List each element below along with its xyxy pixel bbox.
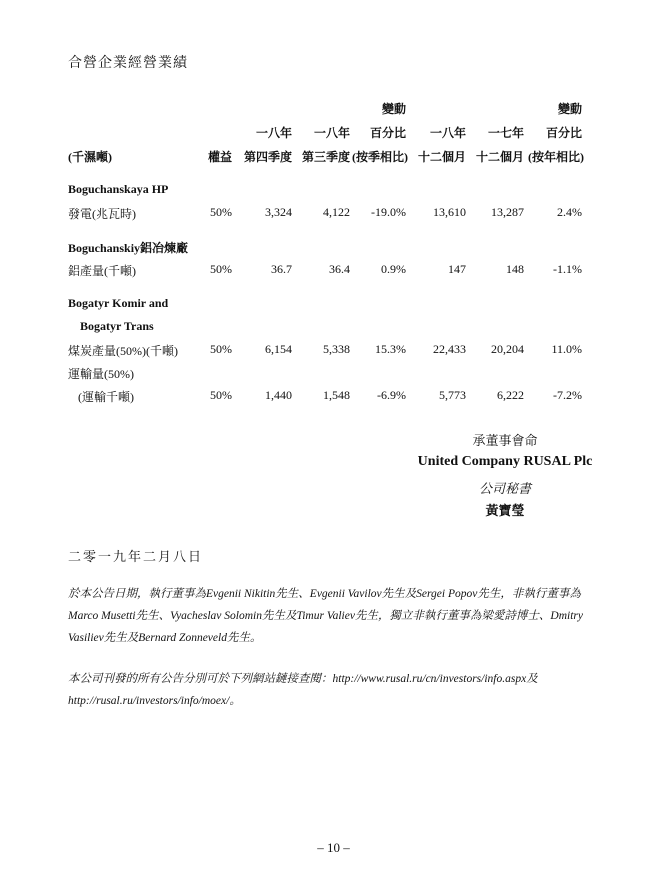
section-title: 合營企業經營業績 (68, 56, 188, 71)
cell-q3: 36.4 (329, 262, 350, 276)
header-y2017-1: 一七年 (487, 126, 524, 140)
group-name-bogatyr-1: Bogatyr Komir and (68, 296, 169, 310)
cell-q3: 1,548 (323, 388, 350, 402)
cell-y2017: 13,287 (491, 205, 524, 219)
header-y2018-2: 十二個月 (417, 150, 466, 164)
website-paragraph: 本公司刊發的所有公告分別可於下列網站鏈接查閱：http://www.rusal.ru/cn/investors/info.aspx及http://rusal.ru/investors/info/moex/。 (68, 673, 538, 707)
signature-company: United Company RUSAL Plc (417, 454, 593, 469)
cell-yoy: 11.0% (551, 342, 582, 356)
cell-y2018: 22,433 (433, 342, 466, 356)
row-label: 鋁產量(千噸) (68, 264, 136, 278)
header-change-yoy-2: 百分比 (545, 126, 582, 140)
header-q3-1: 一八年 (313, 126, 350, 140)
cell-q4: 3,324 (265, 205, 292, 219)
cell-equity: 50% (210, 262, 232, 276)
cell-q3: 5,338 (323, 342, 350, 356)
header-q4-2: 第四季度 (243, 150, 292, 164)
cell-y2017: 6,222 (497, 388, 524, 402)
header-change-qoq-1: 變動 (381, 102, 406, 116)
cell-qoq: 0.9% (381, 262, 406, 276)
row-label: 煤炭產量(50%)(千噸) (68, 344, 178, 358)
group-name-bogatyr-2: Bogatyr Trans (80, 319, 154, 333)
header-equity: 權益 (207, 150, 232, 164)
cell-y2017: 20,204 (491, 342, 524, 356)
header-change-yoy-3: (按年相比) (528, 150, 584, 164)
cell-yoy: -1.1% (553, 262, 582, 276)
cell-qoq: 15.3% (375, 342, 406, 356)
cell-y2017: 148 (506, 262, 524, 276)
group-name-boguchanskiy: Boguchanskiy鋁冶煉廠 (68, 241, 189, 255)
header-q3-2: 第三季度 (301, 150, 350, 164)
cell-equity: 50% (210, 388, 232, 402)
header-change-yoy-1: 變動 (557, 102, 582, 116)
cell-q4: 36.7 (271, 262, 292, 276)
cell-y2018: 5,773 (439, 388, 466, 402)
directors-paragraph: 於本公告日期，執行董事為Evgenii Nikitin先生、Evgenii Vavilov先生及Sergei Popov先生，非執行董事為Marco Musetti先生、Vyacheslav Solomin先生及Timur Valiev先生，獨立非執行董事為梁愛詩博士、Dmitry Vasiliev先生及Bernard Zonneveld先生。 (68, 588, 584, 644)
cell-qoq: -19.0% (371, 205, 406, 219)
header-unit: (千濕噸) (68, 150, 112, 164)
page-number: – 10 – (317, 840, 350, 855)
row-label: 運輸量(50%) (68, 367, 134, 381)
header-y2018-1: 一八年 (429, 126, 466, 140)
row-label-continued: (運輸千噸) (78, 390, 134, 404)
header-y2017-2: 十二個月 (475, 150, 524, 164)
group-name-boguchanskaya: Boguchanskaya HP (68, 182, 169, 196)
cell-q4: 6,154 (265, 342, 292, 356)
header-change-qoq-2: 百分比 (369, 126, 406, 140)
cell-equity: 50% (210, 205, 232, 219)
cell-y2018: 147 (448, 262, 466, 276)
header-q4-1: 一八年 (255, 126, 292, 140)
cell-qoq: -6.9% (377, 388, 406, 402)
cell-q3: 4,122 (323, 205, 350, 219)
signature-line: 承董事會命 (472, 433, 538, 448)
cell-equity: 50% (210, 342, 232, 356)
announcement-date: 二零一九年二月八日 (68, 549, 204, 564)
header-change-qoq-3: (按季相比) (352, 150, 408, 164)
cell-yoy: 2.4% (557, 205, 582, 219)
row-label: 發電(兆瓦時) (68, 207, 136, 221)
signature-name: 黃寶瑩 (485, 503, 525, 518)
cell-yoy: -7.2% (553, 388, 582, 402)
cell-y2018: 13,610 (433, 205, 466, 219)
signature-title: 公司秘書 (478, 481, 531, 496)
cell-q4: 1,440 (265, 388, 292, 402)
